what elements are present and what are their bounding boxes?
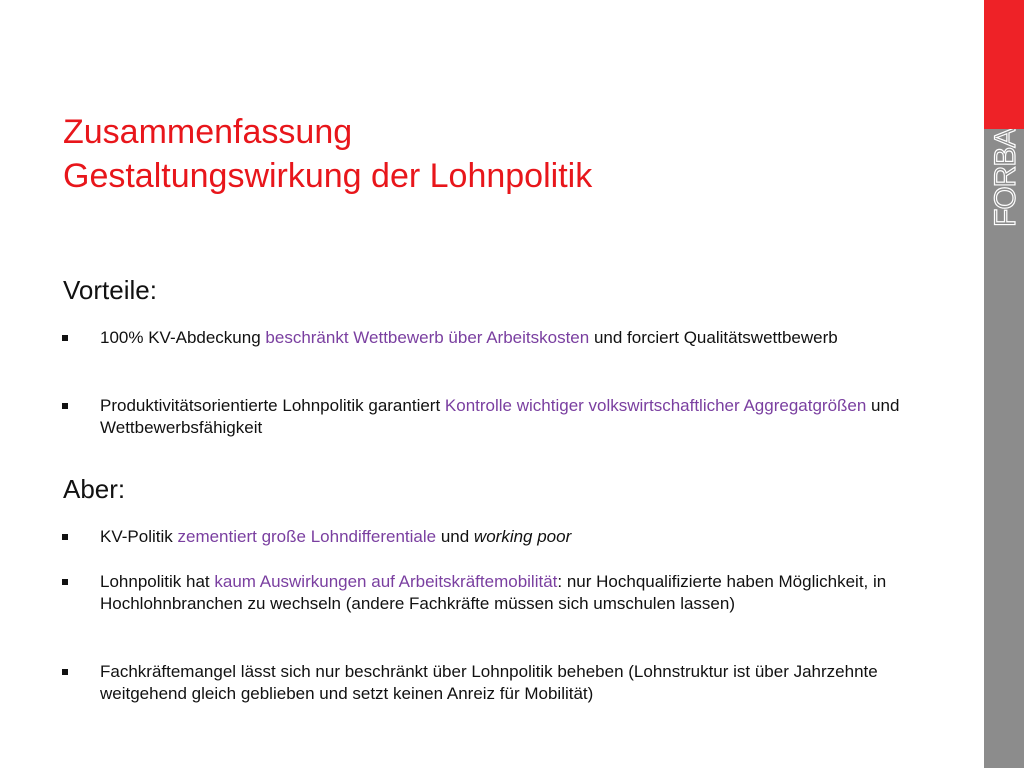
logo-text: FORBA [989,129,1022,227]
bullet-text: und forciert Qualitätswettbewerb [589,328,838,347]
forba-logo-icon [984,129,1024,239]
bullet-highlight: zementiert große Lohndifferentiale [177,527,437,546]
bullet-text: Lohnpolitik hat [100,572,215,591]
aber-heading: Aber: [63,474,126,504]
bullet-highlight: Kontrolle wichtiger volkswirtschaftlicher Aggregatgrößen [444,396,867,415]
bullet-highlight: kaum Auswirkungen auf Arbeitskräftemobilität [214,572,558,591]
bullet-text: Fachkräftemangel lässt sich nur beschränkt über Lohnpolitik beheben (Lohnstruktur ist über Jahrzehnte weitgehend gleich geblieben und setzt keinen Anreiz für Mobilität) [100,662,878,703]
bullet-text: KV-Politik [100,527,178,546]
bullet-highlight: beschränkt Wettbewerb über Arbeitskosten [265,328,590,347]
sidebar-red-bar [984,0,1024,129]
page-title-line-2: Gestaltungswirkung der Lohnpolitik [63,157,593,195]
vorteile-item-2 [100,395,950,439]
aber-item-3 [100,661,950,705]
vorteile-heading: Vorteile: [63,275,157,305]
page-title [63,110,592,198]
bullet-text: : nur Hochqualifizierte haben Möglichkeit, in Hochlohnbranchen zu wechseln (andere Fachkräfte müssen sich umschulen lassen) [100,572,887,613]
bullet-text: 100% KV-Abdeckung [100,328,266,347]
bullet-text: und [436,527,474,546]
aber-item-2 [100,571,950,615]
page-title-line-1: Zusammenfassung [63,113,353,151]
bullet-emphasis: working poor [473,527,572,546]
vorteile-item-1 [100,327,950,349]
bullet-text: und Wettbewerbsfähigkeit [100,396,900,437]
bullet-text: Produktivitätsorientierte Lohnpolitik garantiert [100,396,445,415]
aber-item-1 [100,526,950,548]
